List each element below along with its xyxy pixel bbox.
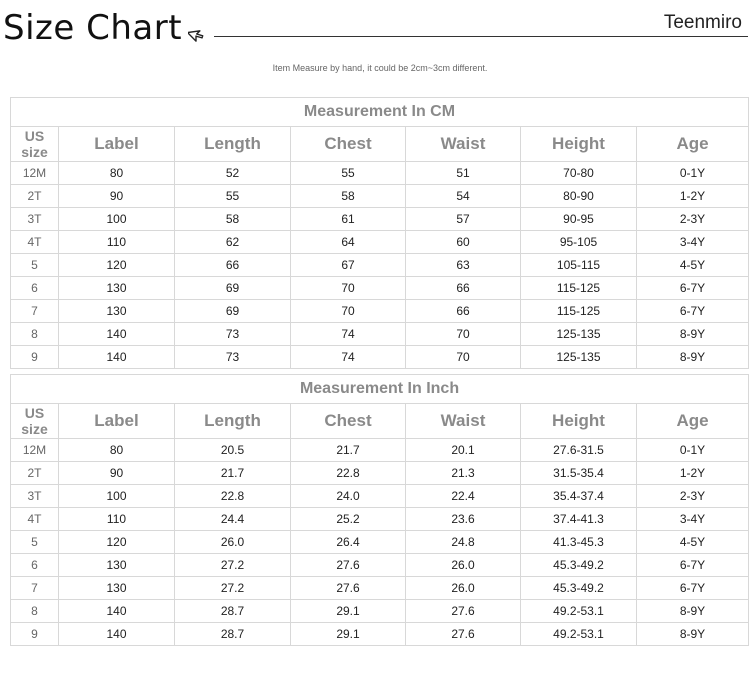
table-cell: 22.4	[406, 485, 521, 508]
table-row	[11, 231, 749, 254]
table-cell: 73	[175, 323, 291, 346]
table-cell: 130	[59, 577, 175, 600]
table-row	[11, 485, 749, 508]
table-cell: 66	[175, 254, 291, 277]
table-row	[11, 462, 749, 485]
table-cell: 4-5Y	[637, 531, 749, 554]
table-cell: 35.4-37.4	[521, 485, 637, 508]
table-cell: 20.5	[175, 439, 291, 462]
table-cell: 27.6-31.5	[521, 439, 637, 462]
table-cell: 70-80	[521, 162, 637, 185]
table-cell: 62	[175, 231, 291, 254]
table-cell: 115-125	[521, 300, 637, 323]
table-cell: 3-4Y	[637, 231, 749, 254]
table-cell: 130	[59, 300, 175, 323]
table-row	[11, 254, 749, 277]
table-cell: 22.8	[291, 462, 406, 485]
table-cell: 90-95	[521, 208, 637, 231]
table-cell: 4T	[11, 231, 59, 254]
table-cell: 2T	[11, 462, 59, 485]
table-cell: 9	[11, 346, 59, 369]
table-cell: 4T	[11, 508, 59, 531]
table-cell: 61	[291, 208, 406, 231]
table-cell: 52	[175, 162, 291, 185]
table-row	[11, 554, 749, 577]
table-cell: 130	[59, 554, 175, 577]
table-cell: 26.4	[291, 531, 406, 554]
table-cell: 51	[406, 162, 521, 185]
table-cell: 2-3Y	[637, 485, 749, 508]
table-cell: 74	[291, 323, 406, 346]
table-cell: 73	[175, 346, 291, 369]
table-cell: 24.0	[291, 485, 406, 508]
table-cell: 27.2	[175, 577, 291, 600]
table-cell: 9	[11, 623, 59, 646]
column-header: Waist	[406, 404, 521, 439]
table-cell: 55	[291, 162, 406, 185]
table-cell: 115-125	[521, 277, 637, 300]
table-cell: 12M	[11, 439, 59, 462]
table-cell: 100	[59, 485, 175, 508]
table-cell: 8	[11, 323, 59, 346]
table-caption: Measurement In Inch	[11, 375, 749, 404]
table-caption: Measurement In CM	[11, 98, 749, 127]
table-cell: 70	[291, 277, 406, 300]
table-row	[11, 277, 749, 300]
column-header: Chest	[291, 404, 406, 439]
table-cell: 54	[406, 185, 521, 208]
table-cell: 21.3	[406, 462, 521, 485]
table-cell: 31.5-35.4	[521, 462, 637, 485]
table-cell: 69	[175, 300, 291, 323]
table-row	[11, 323, 749, 346]
table-cell: 8-9Y	[637, 346, 749, 369]
table-cell: 140	[59, 623, 175, 646]
table-cell: 28.7	[175, 623, 291, 646]
table-row	[11, 508, 749, 531]
table-cell: 23.6	[406, 508, 521, 531]
table-row	[11, 185, 749, 208]
measurement-note: Item Measure by hand, it could be 2cm~3cm different.	[272, 63, 488, 73]
table-cell: 27.6	[406, 600, 521, 623]
table-cell: 100	[59, 208, 175, 231]
table-cell: 110	[59, 508, 175, 531]
table-caption-row	[11, 375, 749, 404]
table-cell: 26.0	[406, 554, 521, 577]
table-cell: 55	[175, 185, 291, 208]
table-cell: 6-7Y	[637, 277, 749, 300]
table-cell: 5	[11, 531, 59, 554]
table-cell: 6	[11, 277, 59, 300]
table-cell: 4-5Y	[637, 254, 749, 277]
table-cell: 21.7	[175, 462, 291, 485]
table-cell: 60	[406, 231, 521, 254]
table-cell: 7	[11, 577, 59, 600]
table-row	[11, 577, 749, 600]
table-cell: 45.3-49.2	[521, 577, 637, 600]
table-cell: 70	[291, 300, 406, 323]
table-cell: 80	[59, 162, 175, 185]
page-title: Size Chart	[3, 8, 183, 48]
table-cell: 3-4Y	[637, 508, 749, 531]
table-cell: 1-2Y	[637, 185, 749, 208]
table-cell: 26.0	[175, 531, 291, 554]
header	[0, 0, 750, 73]
table-cell: 0-1Y	[637, 162, 749, 185]
table-caption-row	[11, 98, 749, 127]
table-cell: 3T	[11, 485, 59, 508]
table-row	[11, 623, 749, 646]
table-cell: 2T	[11, 185, 59, 208]
table-cell: 80	[59, 439, 175, 462]
brand-name: Teenmiro	[663, 12, 742, 33]
table-cell: 6	[11, 554, 59, 577]
table-cell: 58	[291, 185, 406, 208]
table-cell: 90	[59, 185, 175, 208]
table-cell: 27.6	[406, 623, 521, 646]
column-header: Age	[637, 127, 749, 162]
column-header: Height	[521, 404, 637, 439]
column-header: Age	[637, 404, 749, 439]
table-cell: 70	[406, 346, 521, 369]
table-row	[11, 600, 749, 623]
table-header-row	[11, 404, 749, 439]
table-cell: 21.7	[291, 439, 406, 462]
table-row	[11, 300, 749, 323]
column-header: US size	[11, 404, 59, 439]
table-cell: 120	[59, 531, 175, 554]
column-header: Chest	[291, 127, 406, 162]
table-cell: 6-7Y	[637, 300, 749, 323]
table-cell: 6-7Y	[637, 577, 749, 600]
table-cell: 29.1	[291, 600, 406, 623]
table-cell: 6-7Y	[637, 554, 749, 577]
table-row	[11, 208, 749, 231]
table-cell: 37.4-41.3	[521, 508, 637, 531]
pointer-arrow-icon	[188, 24, 208, 44]
table-cell: 8-9Y	[637, 323, 749, 346]
table-cell: 140	[59, 346, 175, 369]
table-cell: 27.2	[175, 554, 291, 577]
table-cell: 2-3Y	[637, 208, 749, 231]
table-cell: 70	[406, 323, 521, 346]
table-row	[11, 531, 749, 554]
inch-table-body	[11, 375, 749, 646]
table-cell: 74	[291, 346, 406, 369]
table-cell: 125-135	[521, 323, 637, 346]
table-cell: 8-9Y	[637, 600, 749, 623]
table-cell: 67	[291, 254, 406, 277]
table-cell: 57	[406, 208, 521, 231]
table-cell: 125-135	[521, 346, 637, 369]
cm-size-table	[10, 97, 749, 369]
column-header: Waist	[406, 127, 521, 162]
table-cell: 66	[406, 300, 521, 323]
table-cell: 63	[406, 254, 521, 277]
table-cell: 0-1Y	[637, 439, 749, 462]
table-cell: 27.6	[291, 554, 406, 577]
table-cell: 110	[59, 231, 175, 254]
table-cell: 20.1	[406, 439, 521, 462]
table-cell: 49.2-53.1	[521, 623, 637, 646]
header-divider	[214, 36, 748, 37]
column-header: Height	[521, 127, 637, 162]
table-cell: 7	[11, 300, 59, 323]
table-row	[11, 162, 749, 185]
column-header: US size	[11, 127, 59, 162]
table-cell: 45.3-49.2	[521, 554, 637, 577]
column-header: Length	[175, 404, 291, 439]
table-cell: 24.8	[406, 531, 521, 554]
table-header-row	[11, 127, 749, 162]
table-cell: 140	[59, 600, 175, 623]
table-cell: 8-9Y	[637, 623, 749, 646]
table-cell: 41.3-45.3	[521, 531, 637, 554]
table-cell: 130	[59, 277, 175, 300]
table-cell: 80-90	[521, 185, 637, 208]
table-cell: 27.6	[291, 577, 406, 600]
inch-size-table	[10, 374, 749, 646]
table-cell: 5	[11, 254, 59, 277]
table-cell: 3T	[11, 208, 59, 231]
table-cell: 140	[59, 323, 175, 346]
column-header: Label	[59, 127, 175, 162]
table-cell: 28.7	[175, 600, 291, 623]
table-row	[11, 439, 749, 462]
table-cell: 69	[175, 277, 291, 300]
table-cell: 105-115	[521, 254, 637, 277]
table-cell: 66	[406, 277, 521, 300]
table-cell: 29.1	[291, 623, 406, 646]
table-cell: 90	[59, 462, 175, 485]
table-cell: 22.8	[175, 485, 291, 508]
table-cell: 64	[291, 231, 406, 254]
table-cell: 24.4	[175, 508, 291, 531]
table-cell: 12M	[11, 162, 59, 185]
table-cell: 49.2-53.1	[521, 600, 637, 623]
table-row	[11, 346, 749, 369]
table-cell: 120	[59, 254, 175, 277]
table-cell: 25.2	[291, 508, 406, 531]
column-header: Label	[59, 404, 175, 439]
table-cell: 58	[175, 208, 291, 231]
table-cell: 1-2Y	[637, 462, 749, 485]
table-cell: 26.0	[406, 577, 521, 600]
cm-table-body	[11, 98, 749, 369]
table-cell: 95-105	[521, 231, 637, 254]
table-cell: 8	[11, 600, 59, 623]
column-header: Length	[175, 127, 291, 162]
